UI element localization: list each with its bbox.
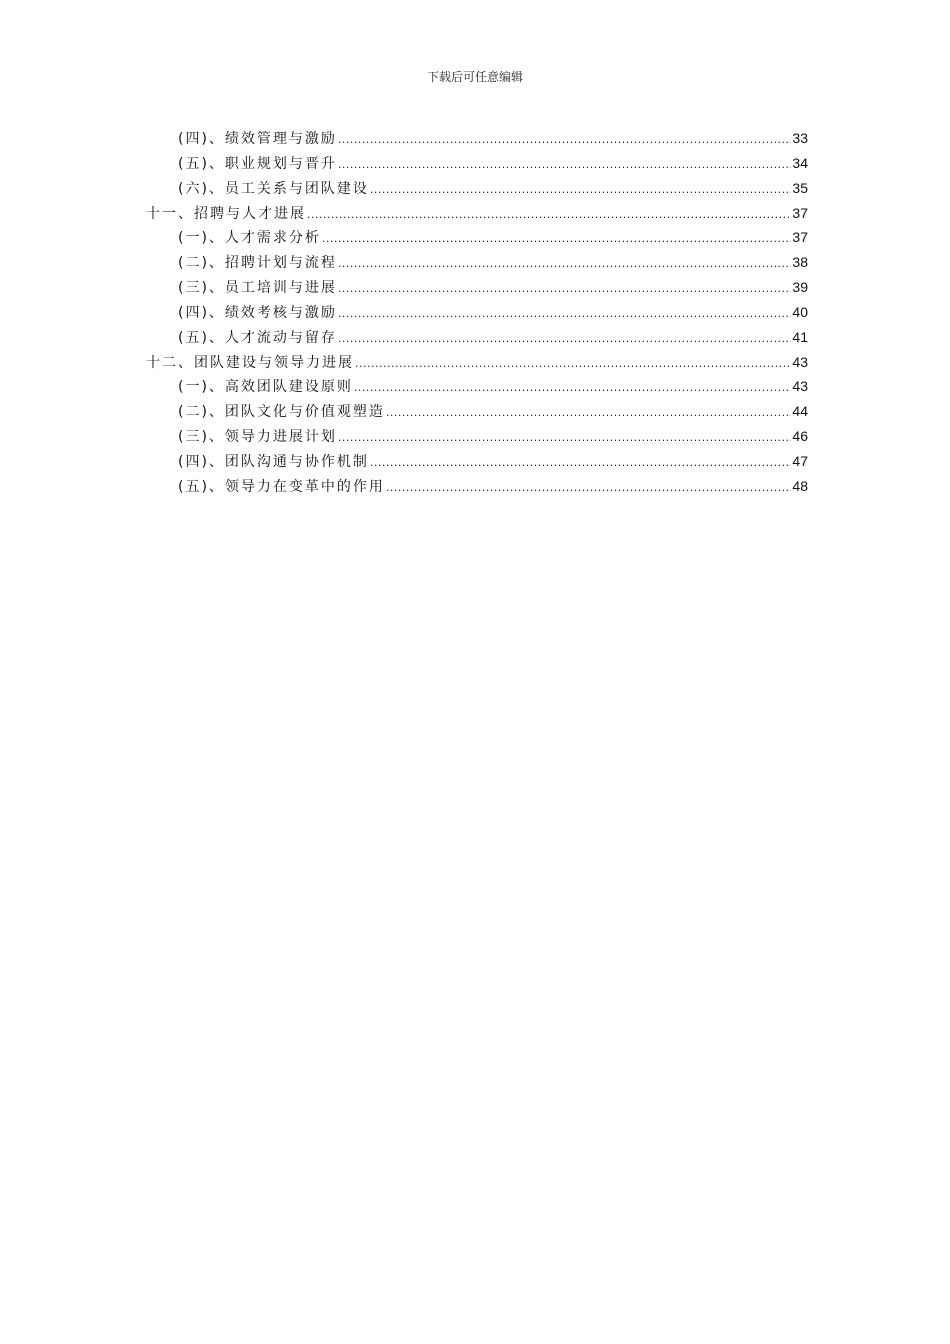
toc-entry-title: (四)、绩效管理与激励	[178, 131, 337, 147]
toc-leader-dots	[386, 476, 791, 501]
toc-leader-dots	[338, 128, 791, 153]
toc-entry[interactable]	[146, 424, 808, 449]
toc-leader-dots	[338, 302, 791, 327]
toc-entry-title: (四)、团队沟通与协作机制	[178, 453, 369, 470]
toc-entry-title: 十二、团队建设与领导力进展	[146, 354, 354, 371]
toc-entry-title: (一)、人才需求分析	[178, 230, 321, 247]
toc-entry[interactable]	[146, 474, 808, 499]
page-header: 下载后可任意编辑	[426, 70, 523, 84]
toc-entry-title: (二)、团队文化与价值观塑造	[178, 404, 385, 421]
toc-entry-title: (一)、高效团队建设原则	[178, 379, 353, 396]
toc-entry-title: (二)、招聘计划与流程	[178, 255, 337, 272]
toc-leader-dots	[338, 153, 791, 178]
toc-leader-dots	[338, 252, 791, 277]
toc-entry[interactable]	[146, 325, 808, 350]
toc-entry-page: 37	[792, 204, 808, 221]
toc-entry-page: 40	[792, 303, 808, 320]
toc-section-entry[interactable]	[146, 201, 808, 226]
toc-entry-page: 43	[792, 353, 808, 370]
toc-entry-page: 33	[792, 130, 808, 146]
toc-leader-dots	[386, 401, 791, 426]
toc-entry[interactable]	[146, 300, 808, 325]
toc-entry-page: 38	[792, 254, 808, 271]
toc-entry-title: (五)、人才流动与留存	[178, 329, 337, 346]
toc-leader-dots	[355, 352, 791, 377]
toc-entry-title: (三)、员工培训与进展	[178, 280, 337, 297]
toc-entry[interactable]	[146, 374, 808, 399]
toc-leader-dots	[307, 203, 791, 228]
toc-leader-dots	[370, 451, 791, 476]
toc-entry[interactable]	[146, 225, 808, 250]
toc-entry-page: 48	[792, 477, 808, 494]
toc-entry-page: 41	[792, 328, 808, 345]
toc-entry-title: (五)、领导力在变革中的作用	[178, 478, 385, 495]
toc-entry-page: 34	[792, 154, 808, 171]
toc-entry-page: 43	[792, 378, 808, 395]
toc-entry[interactable]	[146, 176, 808, 201]
toc-entry-page: 46	[792, 428, 808, 445]
toc-leader-dots	[370, 178, 791, 203]
toc-entry-page: 44	[792, 403, 808, 420]
toc-leader-dots	[354, 376, 791, 401]
toc-leader-dots	[338, 426, 791, 451]
toc-entry-title: (六)、员工关系与团队建设	[178, 180, 369, 197]
toc-entry-title: (三)、领导力进展计划	[178, 429, 337, 446]
toc-entry[interactable]	[146, 126, 808, 151]
toc-entry-title: (四)、绩效考核与激励	[178, 304, 337, 321]
toc-entry-title: (五)、职业规划与晋升	[178, 155, 337, 172]
toc-entry-page: 35	[792, 179, 808, 196]
toc-entry-page: 47	[792, 452, 808, 469]
toc-entry[interactable]	[146, 449, 808, 474]
toc-entry[interactable]	[146, 399, 808, 424]
toc-leader-dots	[338, 327, 791, 352]
toc-entry[interactable]	[146, 275, 808, 300]
toc-entry-page: 39	[792, 279, 808, 296]
toc-section-entry[interactable]	[146, 350, 808, 375]
toc-entry-title: 十一、招聘与人才进展	[146, 205, 306, 222]
toc-entry-page: 37	[792, 229, 808, 246]
toc-entry[interactable]	[146, 151, 808, 176]
table-of-contents	[146, 126, 808, 499]
toc-leader-dots	[338, 277, 791, 302]
toc-leader-dots	[322, 227, 791, 252]
toc-entry[interactable]	[146, 250, 808, 275]
